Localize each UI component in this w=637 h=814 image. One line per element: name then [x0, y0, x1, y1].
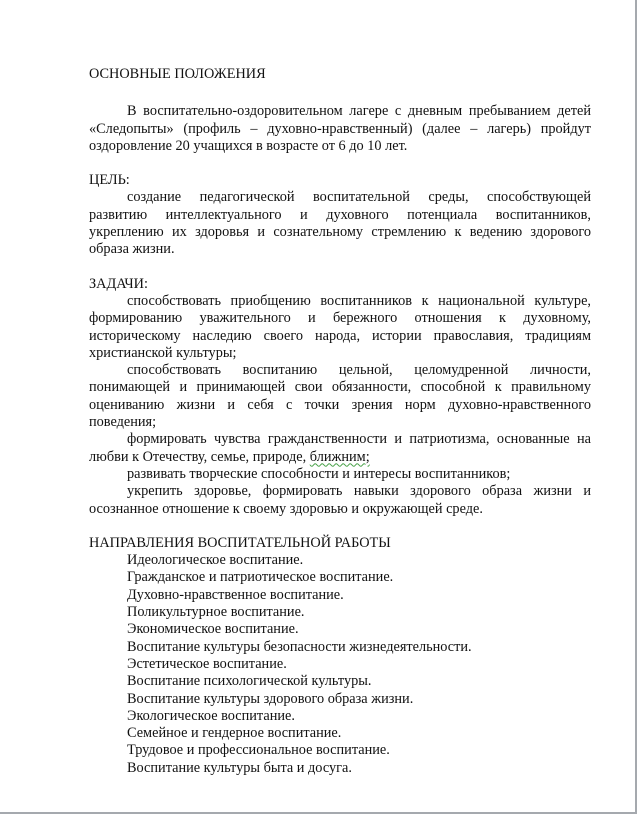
task-item: развивать творческие способности и интересы воспитанников; [127, 465, 511, 482]
direction-item: Воспитание психологической культуры. [127, 673, 372, 690]
heading-basics: ОСНОВНЫЕ ПОЛОЖЕНИЯ [89, 66, 266, 82]
direction-item: Духовно-нравственное воспитание. [127, 586, 344, 603]
task-item: способствовать воспитанию цельной, целомудренной личности, понимающей и принимающей свои обязанности, способной к правильному оцениванию жизни и себя с точки зрения норм духовно-нравственного поведения; [89, 362, 591, 431]
direction-item: Воспитание культуры безопасности жизнедеятельности. [127, 638, 472, 655]
spacer [89, 259, 591, 276]
spacer [89, 155, 591, 172]
paragraph-basics: В воспитательно-оздоровительном лагере с дневным пребыванием детей «Следопыты» (профиль – духовно-нравственный) (далее – лагерь) пройдут оздоровление 20 учащихся в возрасте от 6 до 10 лет. [89, 103, 591, 154]
direction-item: Семейное и гендерное воспитание. [127, 725, 342, 742]
heading-directions: НАПРАВЛЕНИЯ ВОСПИТАТЕЛЬНОЙ РАБОТЫ [89, 534, 391, 551]
direction-item: Идеологическое воспитание. [127, 552, 304, 569]
direction-item: Поликультурное воспитание. [127, 604, 305, 621]
directions-list [89, 552, 591, 777]
task-item [89, 431, 591, 466]
direction-item: Воспитание культуры здорового образа жизни. [127, 690, 414, 707]
direction-item: Трудовое и профессиональное воспитание. [127, 742, 390, 759]
direction-item: Гражданское и патриотическое воспитание. [127, 569, 394, 586]
direction-item: Экологическое воспитание. [127, 707, 295, 724]
paragraph-goal: создание педагогической воспитательной среды, способствующей развитию интеллектуального и духовного потенциала воспитанников, укреплению их здоровья и сознательному стремлению к ведению здорового образа жизни. [89, 189, 591, 258]
direction-item: Воспитание культуры быта и досуга. [127, 759, 352, 776]
spellcheck-flagged-word[interactable]: ближним; [309, 448, 370, 465]
spacer [89, 83, 591, 103]
direction-item: Экономическое воспитание. [127, 621, 299, 638]
heading-tasks: ЗАДАЧИ: [89, 275, 148, 292]
task-item: укрепить здоровье, формировать навыки здорового образа жизни и осознанное отношение к своему здоровью и окружающей среде. [89, 483, 591, 517]
spacer [89, 518, 591, 535]
heading-goal: ЦЕЛЬ: [89, 172, 130, 189]
document-body[interactable] [89, 66, 591, 777]
direction-item: Эстетическое воспитание. [127, 655, 287, 672]
task-item: способствовать приобщению воспитанников к национальной культуре, формированию уважительного и бережного отношения к духовному, историческому наследию своего народа, истории православия, традициям христианской культуры; [89, 292, 591, 361]
task-item-text: формировать чувства гражданственности и патриотизма, основанные на любви к Отечеству, семье, природе, [89, 431, 591, 465]
